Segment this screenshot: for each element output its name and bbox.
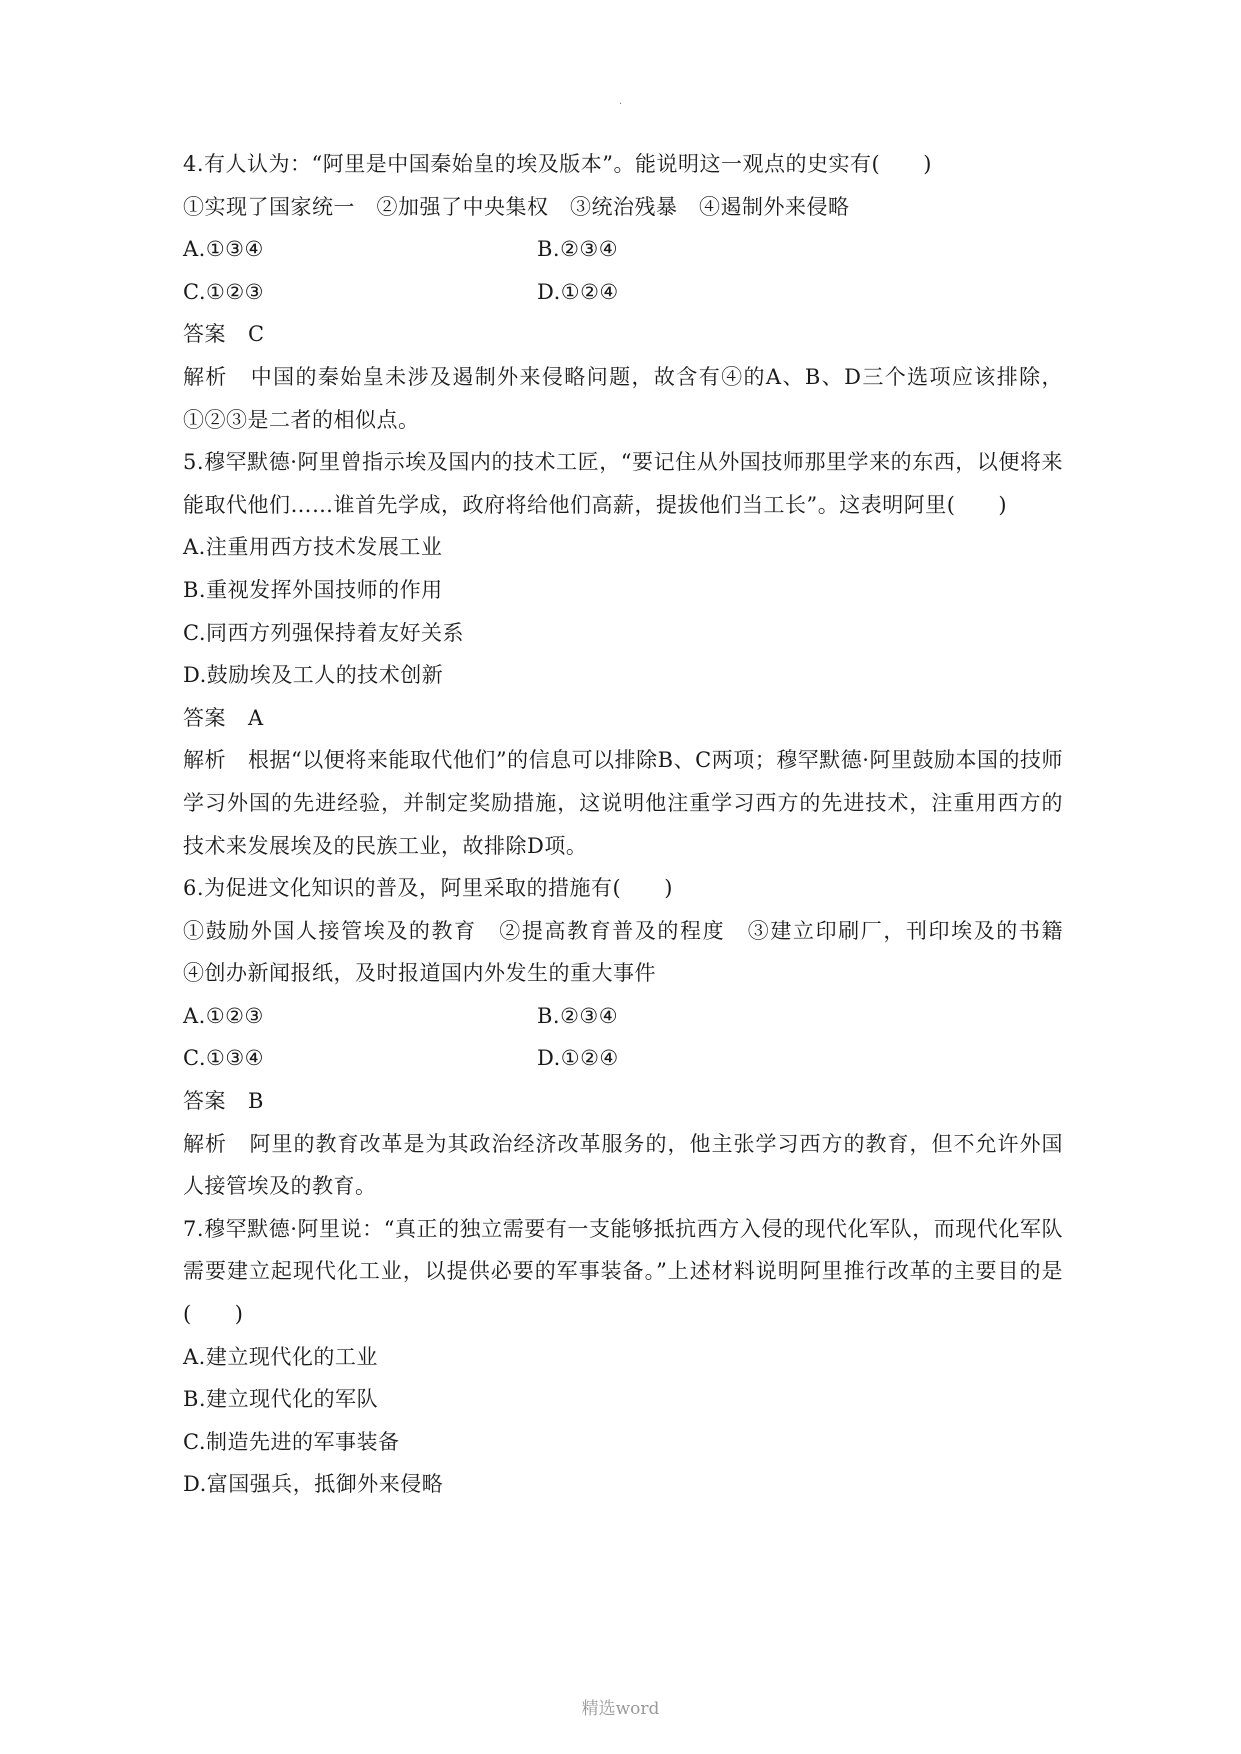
q7-option-a: A.建立现代化的工业 xyxy=(183,1344,378,1369)
q6-answer-value: B xyxy=(248,1089,264,1114)
q6-option-b: B.②③④ xyxy=(537,1003,619,1028)
q5-answer-label: 答案 xyxy=(183,705,226,730)
q4-option-a: A.①③④ xyxy=(183,237,264,262)
top-mark: · xyxy=(619,99,623,110)
q6-items: ①鼓励外国人接管埃及的教育 ②提高教育普及的程度 ③建立印刷厂，刊印埃及的书籍 ④创办新闻报纸，及时报道国内外发生的重大事件 xyxy=(183,918,1085,986)
q4-answer-label: 答案 xyxy=(183,322,226,347)
q5-option-c: C.同西方列强保持着友好关系 xyxy=(183,620,464,645)
q4-analysis-text: 中国的秦始皇未涉及遏制外来侵略问题，故含有④的A、B、D三个选项应该排除，①②③是二者的相似点。 xyxy=(183,364,1064,432)
q6-option-c: C.①③④ xyxy=(183,1046,264,1071)
q4-options-row-2 xyxy=(183,271,1063,314)
q5-option-a: A.注重用西方技术发展工业 xyxy=(183,535,443,560)
q4-option-b: B.②③④ xyxy=(537,237,619,262)
q4-analysis-label: 解析 xyxy=(183,364,228,389)
q5-option-d: D.鼓励埃及工人的技术创新 xyxy=(183,663,444,688)
q4-stem: 4.有人认为：“阿里是中国秦始皇的埃及版本”。能说明这一观点的史实有( ) xyxy=(183,152,932,176)
q6-analysis xyxy=(183,1123,1063,1208)
q6-options-row-1 xyxy=(183,995,1063,1038)
document-body xyxy=(183,143,1085,1506)
q4-analysis xyxy=(183,356,1063,441)
q5-answer xyxy=(183,697,1063,740)
page-footer: 精选word xyxy=(581,1699,660,1719)
q6-option-a: A.①②③ xyxy=(183,1003,264,1028)
q6-options-row-2 xyxy=(183,1037,1063,1080)
q7-option-c: C.制造先进的军事装备 xyxy=(183,1429,400,1454)
q5-analysis-label: 解析 xyxy=(183,748,227,773)
q6-answer-label: 答案 xyxy=(183,1089,226,1114)
q6-answer xyxy=(183,1080,1063,1123)
q4-answer-value: C xyxy=(248,322,265,347)
q7-option-b: B.建立现代化的军队 xyxy=(183,1387,379,1412)
q4-option-d: D.①②④ xyxy=(537,279,619,304)
q4-options-row-1 xyxy=(183,228,1063,271)
q4-answer xyxy=(183,313,1063,356)
q6-analysis-label: 解析 xyxy=(183,1131,227,1156)
q7-stem: 7.穆罕默德·阿里说：“真正的独立需要有一支能够抵抗西方入侵的现代化军队，而现代化军队需要建立起现代化工业，以提供必要的军事装备。”上述材料说明阿里推行改革的主要目的是( ) xyxy=(183,1216,1063,1327)
q7-option-d: D.富国强兵，抵御外来侵略 xyxy=(183,1472,444,1497)
q5-option-b: B.重视发挥外国技师的作用 xyxy=(183,577,443,602)
q4-items: ①实现了国家统一 ②加强了中央集权 ③统治残暴 ④遏制外来侵略 xyxy=(183,194,850,219)
q5-analysis-text: 根据“以便将来能取代他们”的信息可以排除B、C两项；穆罕默德·阿里鼓励本国的技师学习外国的先进经验，并制定奖励措施，这说明他注重学习西方的先进技术，注重用西方的技术来发展埃及的民族工业，故排除D项。 xyxy=(183,748,1064,858)
q6-analysis-text: 阿里的教育改革是为其政治经济改革服务的，他主张学习西方的教育，但不允许外国人接管埃及的教育。 xyxy=(183,1131,1063,1199)
q5-stem: 5.穆罕默德·阿里曾指示埃及国内的技术工匠，“要记住从外国技师那里学来的东西，以便将来能取代他们……谁首先学成，政府将给他们高薪，提拔他们当工长”。这表明阿里( ) xyxy=(183,450,1063,517)
q4-option-c: C.①②③ xyxy=(183,279,264,304)
q5-analysis xyxy=(183,739,1063,867)
q6-option-d: D.①②④ xyxy=(537,1046,619,1071)
q5-answer-value: A xyxy=(248,705,264,730)
q6-stem: 6.为促进文化知识的普及，阿里采取的措施有( ) xyxy=(183,876,673,901)
